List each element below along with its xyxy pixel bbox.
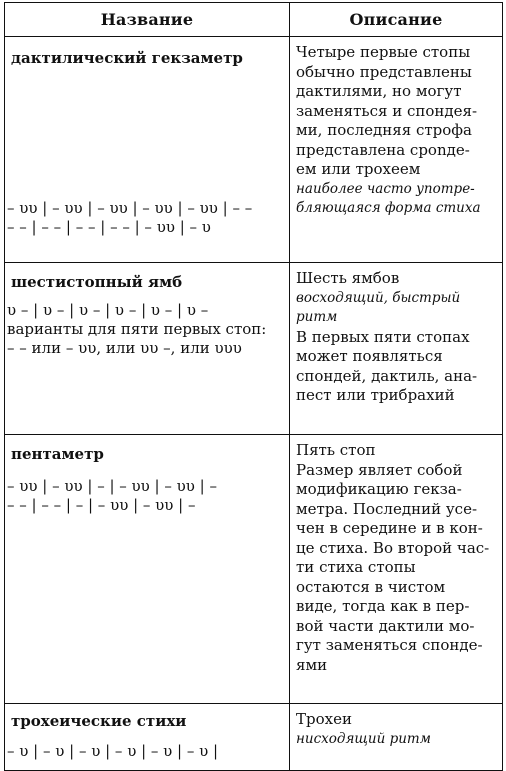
description-line: ями	[296, 655, 328, 674]
description-line: виде, тогда как в пер-	[296, 597, 470, 615]
description-line: ти стиха стопы	[296, 558, 416, 576]
name-cell	[5, 263, 290, 435]
description-line: вой части дактили мо-	[296, 616, 475, 635]
description-line: гут заменяться спонде-	[296, 636, 483, 654]
description-line: чен в середине и в кон-	[296, 519, 483, 537]
description-note: бляющаяся форма стиха	[296, 200, 481, 216]
name-cell	[5, 435, 290, 704]
meters-table	[4, 2, 503, 771]
scheme-line: – υυ | – υυ | – | – υυ | – υυ | –	[7, 477, 217, 495]
description-line: В первых пяти стопах	[296, 327, 470, 346]
description-line: остаются в чистом	[296, 577, 446, 596]
table-row	[5, 704, 503, 771]
table-row	[5, 435, 503, 704]
meter-name: дактилический гекзаметр	[11, 49, 243, 67]
meter-scheme	[7, 477, 217, 515]
description-line: пест или трибрахий	[296, 386, 455, 404]
description-line: модификацию гекза-	[296, 480, 462, 498]
header-row	[5, 3, 503, 37]
description-note: восходящий, быстрый	[296, 289, 461, 306]
scheme-line: – υ | – υ | – υ | – υ | – υ | – υ |	[7, 742, 219, 760]
header-description: Описание	[290, 3, 503, 37]
scheme-line: – υυ | – υυ | – υυ | – υυ | – υυ | – –	[7, 199, 253, 217]
description-line: це стиха. Во второй час-	[296, 538, 490, 557]
description-line: Размер являет собой	[296, 460, 463, 479]
table-row	[5, 263, 503, 435]
meter-scheme	[7, 199, 252, 237]
description-line: представлена сponдe-	[296, 140, 470, 159]
name-cell	[5, 704, 290, 771]
scheme-line: – – | – – | – | – υυ | – υυ | –	[7, 496, 196, 514]
meter-scheme	[7, 742, 218, 761]
description-cell	[290, 263, 503, 435]
description-line: Пять стоп	[296, 441, 376, 459]
scheme-line: υ – | υ – | υ – | υ – | υ – | υ –	[7, 301, 209, 319]
header-name: Название	[5, 3, 290, 37]
name-cell	[5, 37, 290, 263]
description-cell	[290, 704, 503, 771]
description-line: может появляться	[296, 347, 443, 365]
description-cell	[290, 435, 503, 704]
meter-scheme	[7, 301, 266, 358]
description-line: метра. Последний усе-	[296, 499, 478, 518]
table-row	[5, 37, 503, 263]
description-line: заменяться и спондея-	[296, 101, 478, 120]
scheme-line: – – или – υυ, или υυ –, или υυυ	[7, 339, 242, 357]
description-line: дактилями, но могут	[296, 82, 462, 100]
description-cell	[290, 37, 503, 263]
description-line: обычно представлены	[296, 62, 472, 81]
description-note: нисходящий ритм	[296, 730, 431, 747]
scheme-line: – – | – – | – – | – – | – υυ | – υ	[7, 218, 211, 236]
description-line: Шесть ямбов	[296, 269, 400, 287]
description-line: ем или трохеем	[296, 160, 421, 178]
description-line: Трохеи	[296, 710, 352, 728]
scheme-line: варианты для пяти первых стоп:	[7, 320, 267, 338]
meter-name: шестистопный ямб	[11, 273, 183, 291]
description-note: ритм	[296, 309, 338, 325]
meter-name: пентаметр	[11, 445, 104, 463]
description-line: спондей, дактиль, ана-	[296, 366, 478, 385]
description-line: ми, последняя строфа	[296, 121, 472, 139]
description-note: наиболее часто употре-	[296, 180, 475, 197]
meter-name: трохеические стихи	[11, 712, 187, 730]
description-line: Четыре первые стопы	[296, 43, 471, 61]
